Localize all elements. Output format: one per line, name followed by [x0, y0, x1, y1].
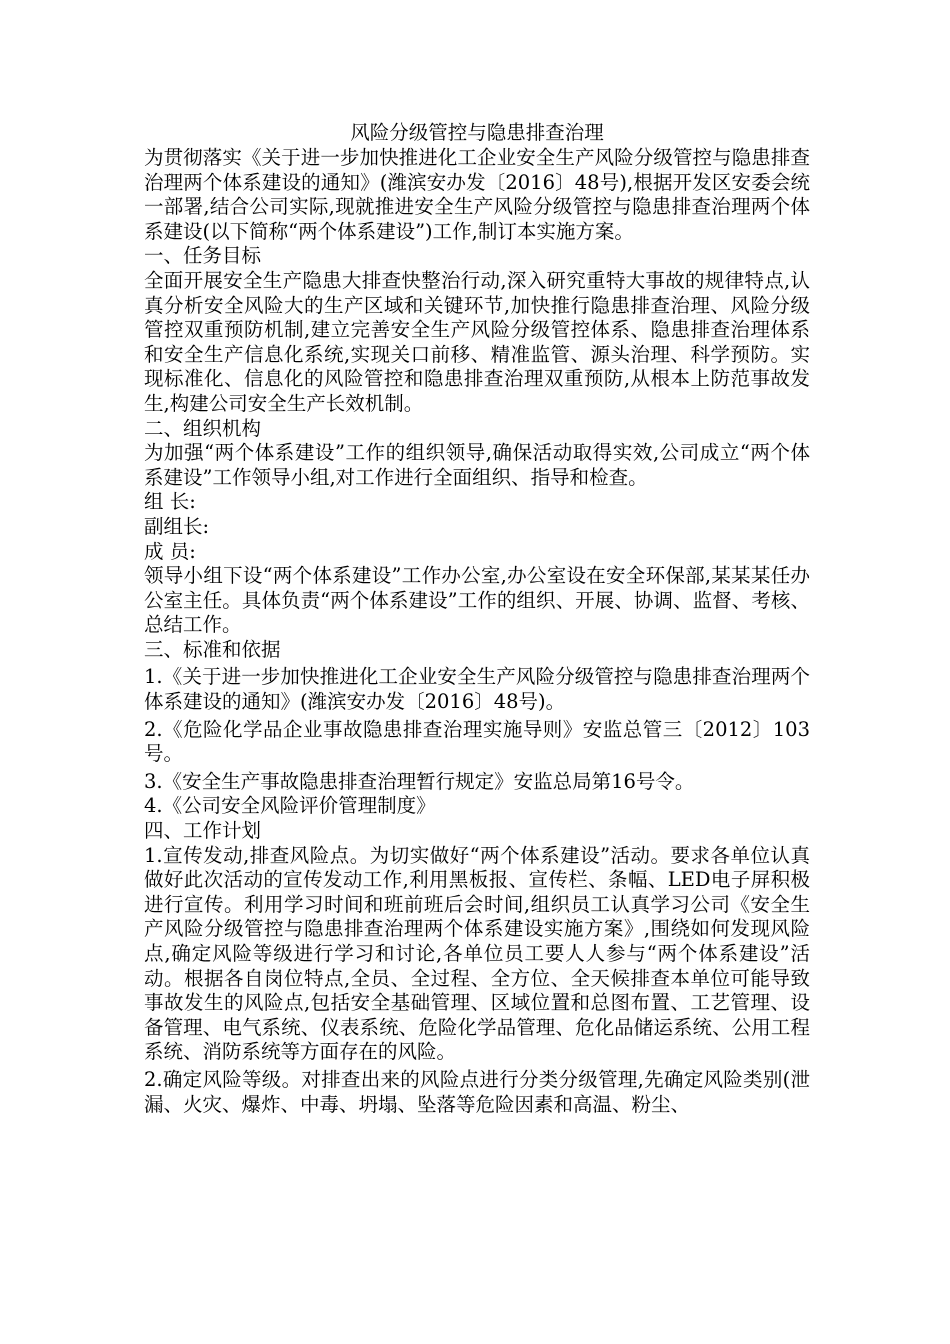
plan-item-2: 2.确定风险等级。对排查出来的风险点进行分类分级管理,先确定风险类别(泄漏、火灾、爆炸、中毒、坍塌、坠落等危险因素和高温、粉尘、 [144, 1067, 810, 1116]
section2-heading: 二、组织机构 [144, 416, 262, 440]
document-page [144, 120, 810, 1117]
plan-item-1: 1.宣传发动,排查风险点。为切实做好“两个体系建设”活动。要求各单位认真做好此次活动的宣传发动工作,利用黑板报、宣传栏、条幅、LED电子屏积极进行宣传。利用学习时间和班前班后会时间,组织员工认真学习公司《安全生产风险分级管控与隐患排查治理两个体系建设实施方案》,围绕如何发现风险点,确定风险等级进行学习和讨论,各单位员工要人人参与“两个体系建设”活动。根据各自岗位特点,全员、全过程、全方位、全天候排查本单位可能导致事故发生的风险点,包括安全基础管理、区域位置和总图布置、工艺管理、设备管理、电气系统、仪表系统、危险化学品管理、危化品储运系统、公用工程系统、消防系统等方面存在的风险。 [144, 843, 810, 1064]
office-paragraph: 领导小组下设“两个体系建设”工作办公室,办公室设在安全环保部,某某某任办公室主任。具体负责“两个体系建设”工作的组织、开展、协调、监督、考核、总结工作。 [144, 564, 810, 637]
section1-body: 全面开展安全生产隐患大排查快整治行动,深入研究重特大事故的规律特点,认真分析安全风险大的生产区域和关键环节,加快推行隐患排查治理、风险分级管控双重预防机制,建立完善安全生产风险分级管控体系、隐患排查治理体系和安全生产信息化系统,实现关口前移、精准监管、源头治理、科学预防。实现标准化、信息化的风险管控和隐患排查治理双重预防,从根本上防范事故发生,构建公司安全生产长效机制。 [144, 268, 810, 415]
basis-item-3: 3.《安全生产事故隐患排查治理暂行规定》安监总局第16号令。 [144, 769, 695, 793]
section1-heading: 一、任务目标 [144, 244, 262, 268]
section4-heading: 四、工作计划 [144, 819, 262, 843]
basis-item-4: 4.《公司安全风险评价管理制度》 [144, 794, 436, 818]
basis-item-1: 1.《关于进一步加快推进化工企业安全生产风险分级管控与隐患排查治理两个体系建设的通知》(潍滨安办发〔2016〕48号)。 [144, 665, 810, 714]
basis-item-2: 2.《危险化学品企业事故隐患排查治理实施导则》安监总管三〔2012〕103号。 [144, 717, 810, 766]
members-line: 成 员: [144, 539, 196, 563]
section3-heading: 三、标准和依据 [144, 637, 281, 661]
document-title: 风险分级管控与隐患排查治理 [350, 121, 604, 144]
section2-body: 为加强“两个体系建设”工作的组织领导,确保活动取得实效,公司成立“两个体系建设”工作领导小组,对工作进行全面组织、指导和检查。 [144, 441, 810, 489]
leader-line: 组 长: [144, 490, 196, 514]
intro-paragraph: 为贯彻落实《关于进一步加快推进化工企业安全生产风险分级管控与隐患排查治理两个体系建设的通知》(潍滨安办发〔2016〕48号),根据开发区安委会统一部署,结合公司实际,现就推进安全生产风险分级管控与隐患排查治理两个体系建设(以下简称“两个体系建设”)工作,制订本实施方案。 [144, 146, 810, 243]
deputy-line: 副组长: [144, 514, 210, 538]
